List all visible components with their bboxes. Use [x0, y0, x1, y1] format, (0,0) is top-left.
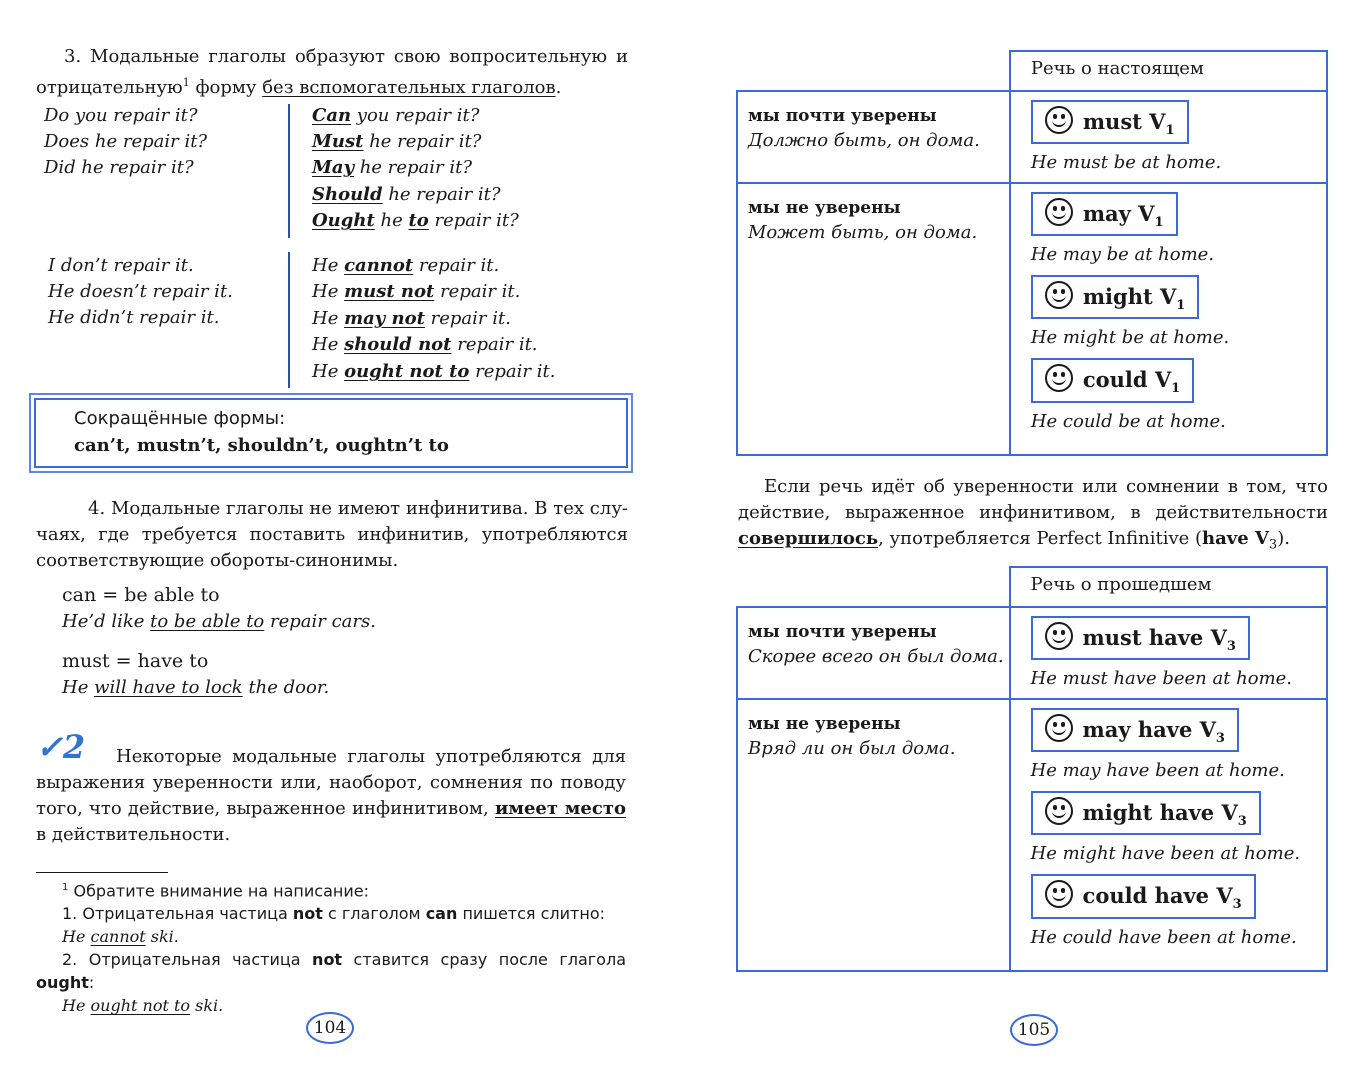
modal-tag: may have $V_3$ — [1031, 708, 1239, 752]
modal-tag: might $V_1$ — [1031, 275, 1200, 319]
modal-tag: could $V_1$ — [1031, 358, 1194, 402]
negative-line: He didn’t repair it. — [48, 307, 220, 328]
modal-example: He may be at home. — [1030, 244, 1215, 266]
footnote-example1: He cannot ski. — [62, 927, 179, 947]
section4-line: 4. Модальные глаголы не имеют инфинитива. В тех слу- — [88, 498, 628, 519]
footnote-rule — [36, 872, 168, 873]
smiley-icon — [1045, 198, 1073, 226]
modal-negative-line: He must not repair it. — [312, 281, 521, 302]
abbreviations-forms: can’t, mustn’t, shouldn’t, oughtn’t to — [74, 435, 449, 456]
modal-example: He might have been at home. — [1030, 843, 1301, 865]
perfect-infinitive-paragraph — [738, 474, 1328, 559]
modal-example: He may have been at home. — [1030, 760, 1285, 782]
section3-paragraph — [36, 44, 628, 101]
modal-question-line: Ought he to repair it? — [312, 210, 519, 231]
paragraph-line: действие, выраженное инфинитивом, в действительности — [738, 502, 1328, 523]
smiley-icon — [1045, 714, 1073, 742]
past-row-certain-label-cell — [737, 607, 1010, 699]
past-table — [736, 566, 1328, 972]
modal-negative-line: He should not repair it. — [312, 334, 538, 355]
check-line: выражения уверенности или, наоборот, сомнения по поводу — [36, 772, 626, 793]
modal-example: He must be at home. — [1030, 152, 1222, 174]
footnote-note1: 1. Отрицательная частица not с глаголом can пишется слитно: — [62, 904, 605, 924]
negative-line: He doesn’t repair it. — [48, 281, 233, 302]
question-line: Does he repair it? — [44, 131, 208, 152]
modal-tag: must $V_1$ — [1031, 100, 1189, 144]
past-table-header: Речь о прошедшем — [1010, 567, 1327, 607]
modal-question-line: May he repair it? — [312, 157, 472, 178]
section4-paragraph — [36, 496, 628, 574]
check-line: Некоторые модальные глаголы употребляются для — [116, 746, 626, 767]
section4-line: соответствующие обороты-синонимы. — [36, 550, 399, 571]
modal-negative-line: He ought not to repair it. — [312, 361, 556, 382]
past-table-header-row — [737, 567, 1327, 607]
past-row-certain — [737, 607, 1327, 699]
page-number-right: 105 — [1010, 1014, 1058, 1046]
present-row-uncertain — [737, 183, 1327, 455]
row-label: мы почти уверены — [748, 622, 937, 642]
past-row-uncertain — [737, 699, 1327, 971]
modal-question-line: Must he repair it? — [312, 131, 482, 152]
modal-negative-line: He cannot repair it. — [312, 255, 500, 276]
synonym-rule-can: can = be able to — [62, 584, 220, 606]
footnote-example2: He ought not to ski. — [62, 996, 224, 1016]
checkmark-icon: ✓2 — [36, 728, 86, 766]
past-row-certain-forms-cell — [1010, 607, 1327, 699]
smiley-icon — [1045, 281, 1073, 309]
modal-tag: may $V_1$ — [1031, 192, 1178, 236]
divider-line — [288, 252, 290, 388]
modal-tag: might have $V_3$ — [1031, 791, 1261, 835]
row-example: Вряд ли он был дома. — [748, 738, 956, 759]
question-line: Did he repair it? — [44, 157, 194, 178]
present-row-certain-label-cell — [737, 91, 1010, 183]
present-row-certain — [737, 91, 1327, 183]
row-example: Может быть, он дома. — [748, 222, 978, 243]
abbreviations-title: Сокращённые формы: — [74, 408, 286, 429]
row-example: Скорее всего он был дома. — [748, 646, 1004, 667]
synonym-example-must: He will have to lock the door. — [62, 677, 330, 698]
footnote — [36, 876, 626, 1017]
modal-question-line: Should he repair it? — [312, 184, 501, 205]
check-paragraph — [36, 744, 626, 848]
footnote-title: $^1$ Обратите внимание на написание: — [62, 881, 369, 901]
modal-example: He could have been at home. — [1030, 926, 1297, 948]
modal-example: He might be at home. — [1030, 327, 1230, 349]
past-row-uncertain-forms-cell — [1010, 699, 1327, 971]
row-label: мы не уверены — [748, 198, 901, 218]
smiley-icon — [1045, 364, 1073, 392]
smiley-icon — [1045, 622, 1073, 650]
present-row-uncertain-forms-cell — [1010, 183, 1327, 455]
check-line: того, что действие, выраженное инфинитивом, имеет место — [36, 798, 626, 819]
modal-example: He must have been at home. — [1030, 668, 1293, 690]
present-row-certain-forms-cell — [1010, 91, 1327, 183]
present-row-uncertain-label-cell — [737, 183, 1010, 455]
modal-tag: could have $V_3$ — [1031, 874, 1256, 918]
section4-line: чаях, где требуется поставить инфинитив, употребляются — [36, 524, 628, 545]
synonym-example-can: He’d like to be able to repair cars. — [62, 611, 376, 632]
section3-line2: отрицательную$^1$ форму без вспомогательных глаголов. — [36, 76, 562, 98]
section3-line1: 3. Модальные глаголы образуют свою вопросительную и — [64, 46, 628, 67]
page-number-left: 104 — [306, 1012, 354, 1044]
past-row-uncertain-label-cell — [737, 699, 1010, 971]
check-line: в действительности. — [36, 824, 231, 845]
empty-corner-cell — [737, 51, 1010, 91]
synonym-rule-must: must = have to — [62, 650, 209, 672]
modal-tag: must have $V_3$ — [1031, 616, 1250, 660]
row-label: мы не уверены — [748, 714, 901, 734]
modal-example: He could be at home. — [1030, 410, 1226, 432]
smiley-icon — [1045, 797, 1073, 825]
row-example: Должно быть, он дома. — [748, 130, 980, 151]
footnote-note2-cont: ought: — [36, 973, 95, 993]
question-line: Do you repair it? — [44, 105, 198, 126]
present-table-header: Речь о настоящем — [1010, 51, 1327, 91]
empty-corner-cell — [737, 567, 1010, 607]
divider-line — [288, 104, 290, 238]
paragraph-line: совершилось, употребляется Perfect Infinitive (have $V_3$). — [738, 528, 1290, 553]
modal-question-line: Can you repair it? — [312, 105, 480, 126]
present-table-header-row — [737, 51, 1327, 91]
footnote-note2: 2. Отрицательная частица not ставится сразу после глагола — [62, 950, 626, 970]
present-table — [736, 50, 1328, 456]
smiley-icon — [1045, 880, 1073, 908]
smiley-icon — [1045, 106, 1073, 134]
negative-line: I don’t repair it. — [48, 255, 194, 276]
paragraph-line: Если речь идёт об уверенности или сомнении в том, что — [764, 476, 1328, 497]
abbreviations-box — [34, 398, 628, 468]
modal-negative-line: He may not repair it. — [312, 308, 511, 329]
row-label: мы почти уверены — [748, 106, 937, 126]
